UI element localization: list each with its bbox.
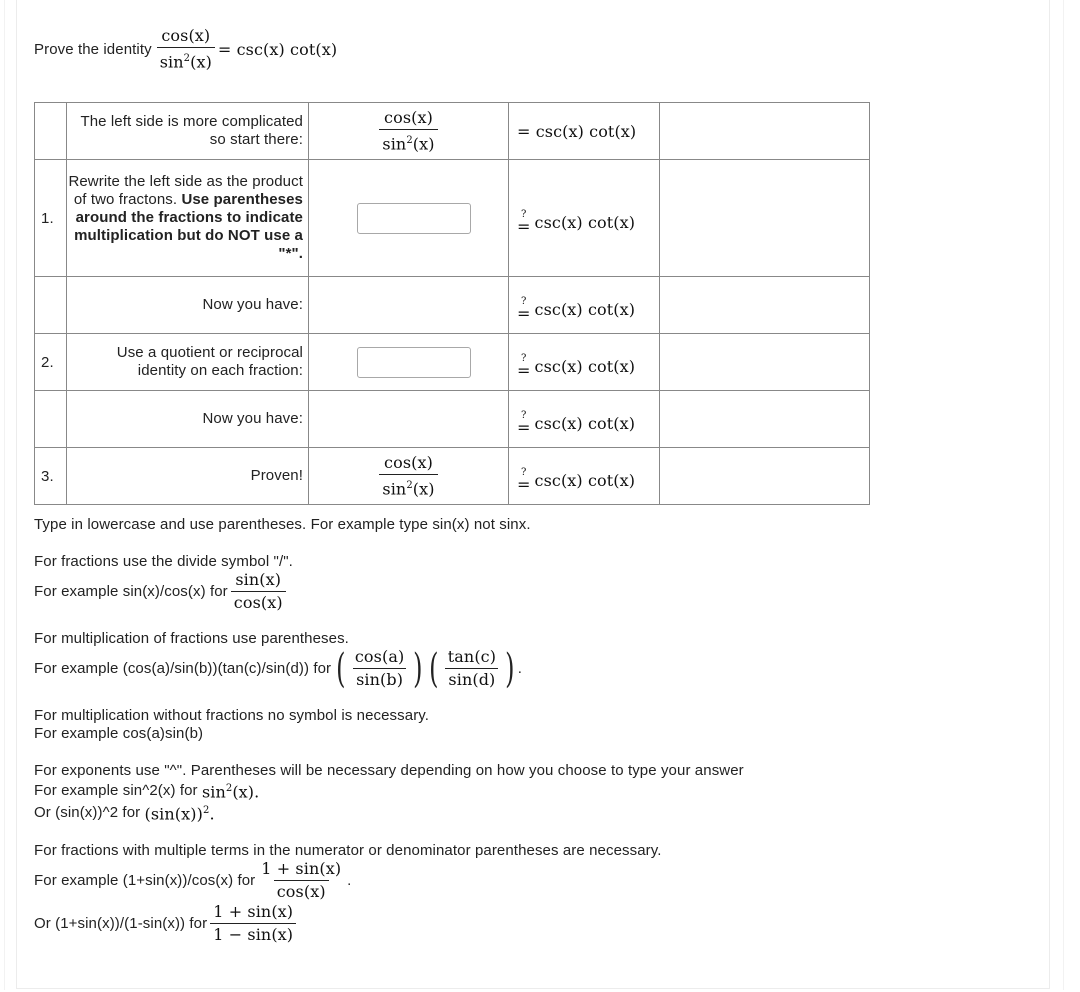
step-rhs: ? = csc(x) cot(x) <box>509 160 660 277</box>
answer-input-step-2[interactable] <box>357 347 471 378</box>
step-number: 3. <box>35 448 67 505</box>
table-row <box>35 391 870 448</box>
step-rhs: ? = csc(x) cot(x) <box>509 334 660 391</box>
step-expression <box>309 334 509 391</box>
step-number <box>35 391 67 448</box>
step-expression <box>309 448 509 505</box>
step-description: Proven! <box>67 448 309 505</box>
step-feedback <box>660 277 870 334</box>
help-exponents-example-1: For example sin^2(x) for $\sin^2(x)$. <box>34 782 260 802</box>
step-feedback <box>660 103 870 160</box>
step-expression <box>309 391 509 448</box>
help-mult-nofrac: For multiplication without fractions no symbol is necessary. <box>34 707 430 724</box>
step-description: The left side is more complicated so start there: <box>67 103 309 160</box>
lhs-fraction: $\frac{\cos(x)}{\sin^2(x)}$ <box>379 454 437 498</box>
step-feedback <box>660 391 870 448</box>
help-instructions <box>34 516 934 944</box>
help-multi-terms-example-1: For example (1+sin(x))/cos(x) for $\frac{1 + \sin(x)}{\cos(x)}$ . <box>34 859 352 901</box>
step-number: 2. <box>35 334 67 391</box>
table-row <box>35 334 870 391</box>
step-feedback <box>660 334 870 391</box>
table-row <box>35 277 870 334</box>
help-fractions: For fractions use the divide symbol "/". <box>34 553 293 570</box>
step-rhs: ? = csc(x) cot(x) <box>509 448 660 505</box>
step-number: 1. <box>35 160 67 277</box>
answer-input-step-1[interactable] <box>357 203 471 234</box>
step-feedback <box>660 448 870 505</box>
step-description: Now you have: <box>67 277 309 334</box>
help-multi-terms: For fractions with multiple terms in the numerator or denominator parentheses are necessary. <box>34 842 662 859</box>
help-multi-terms-example-2: Or (1+sin(x))/(1-sin(x)) for $\frac{1 + \sin(x)}{1 - \sin(x)}$ <box>34 903 934 944</box>
help-exponents-example-2: Or (sin(x))^2 for $(\sin(x))^2$. <box>34 804 215 824</box>
lhs-fraction: $\frac{\cos(x)}{\sin^2(x)}$ <box>379 109 437 153</box>
step-expression <box>309 277 509 334</box>
step-rhs: ? = csc(x) cot(x) <box>509 277 660 334</box>
help-lowercase: Type in lowercase and use parentheses. For example type sin(x) not sinx. <box>34 516 531 533</box>
step-description: Rewrite the left side as the product of two fractons. Use parentheses around the fractions to indicate multiplication but do NOT use a "*". <box>67 160 309 277</box>
prompt-label: Prove the identity <box>34 40 152 58</box>
proof-table <box>34 102 870 505</box>
table-row <box>35 160 870 277</box>
step-description: Use a quotient or reciprocal identity on each fraction: <box>67 334 309 391</box>
step-rhs: ? = csc(x) cot(x) <box>509 391 660 448</box>
prompt-lhs-numerator: cos(x) <box>161 25 211 45</box>
step-expression <box>309 160 509 277</box>
help-mult-fractions-example: For example (cos(a)/sin(b))(tan(c)/sin(d)) for ( $\frac{\cos(a)}{\sin(b)}$ ) ( $\frac{\tan(c)}{\sin(d)}$ ) . <box>34 645 523 692</box>
help-mult-fractions: For multiplication of fractions use parentheses. <box>34 630 349 647</box>
help-exponents: For exponents use "^". Parentheses will be necessary depending on how you choose to type your answer <box>34 762 744 779</box>
prompt-lhs-fraction <box>157 27 215 71</box>
problem-prompt <box>34 22 337 76</box>
table-row <box>35 103 870 160</box>
step-rhs: = csc(x) cot(x) <box>509 103 660 160</box>
prompt-rhs: = csc(x) cot(x) <box>217 39 338 59</box>
prompt-lhs-denominator: $\sin^2(x)$ <box>157 47 215 71</box>
table-row <box>35 448 870 505</box>
step-feedback <box>660 160 870 277</box>
step-number <box>35 103 67 160</box>
help-mult-nofrac-example: For example cos(a)sin(b) <box>34 725 204 742</box>
step-expression <box>309 103 509 160</box>
step-description: Now you have: <box>67 391 309 448</box>
step-number <box>35 277 67 334</box>
help-fractions-example: For example sin(x)/cos(x) for $\frac{\sin(x)}{\cos(x)}$ <box>34 571 934 612</box>
